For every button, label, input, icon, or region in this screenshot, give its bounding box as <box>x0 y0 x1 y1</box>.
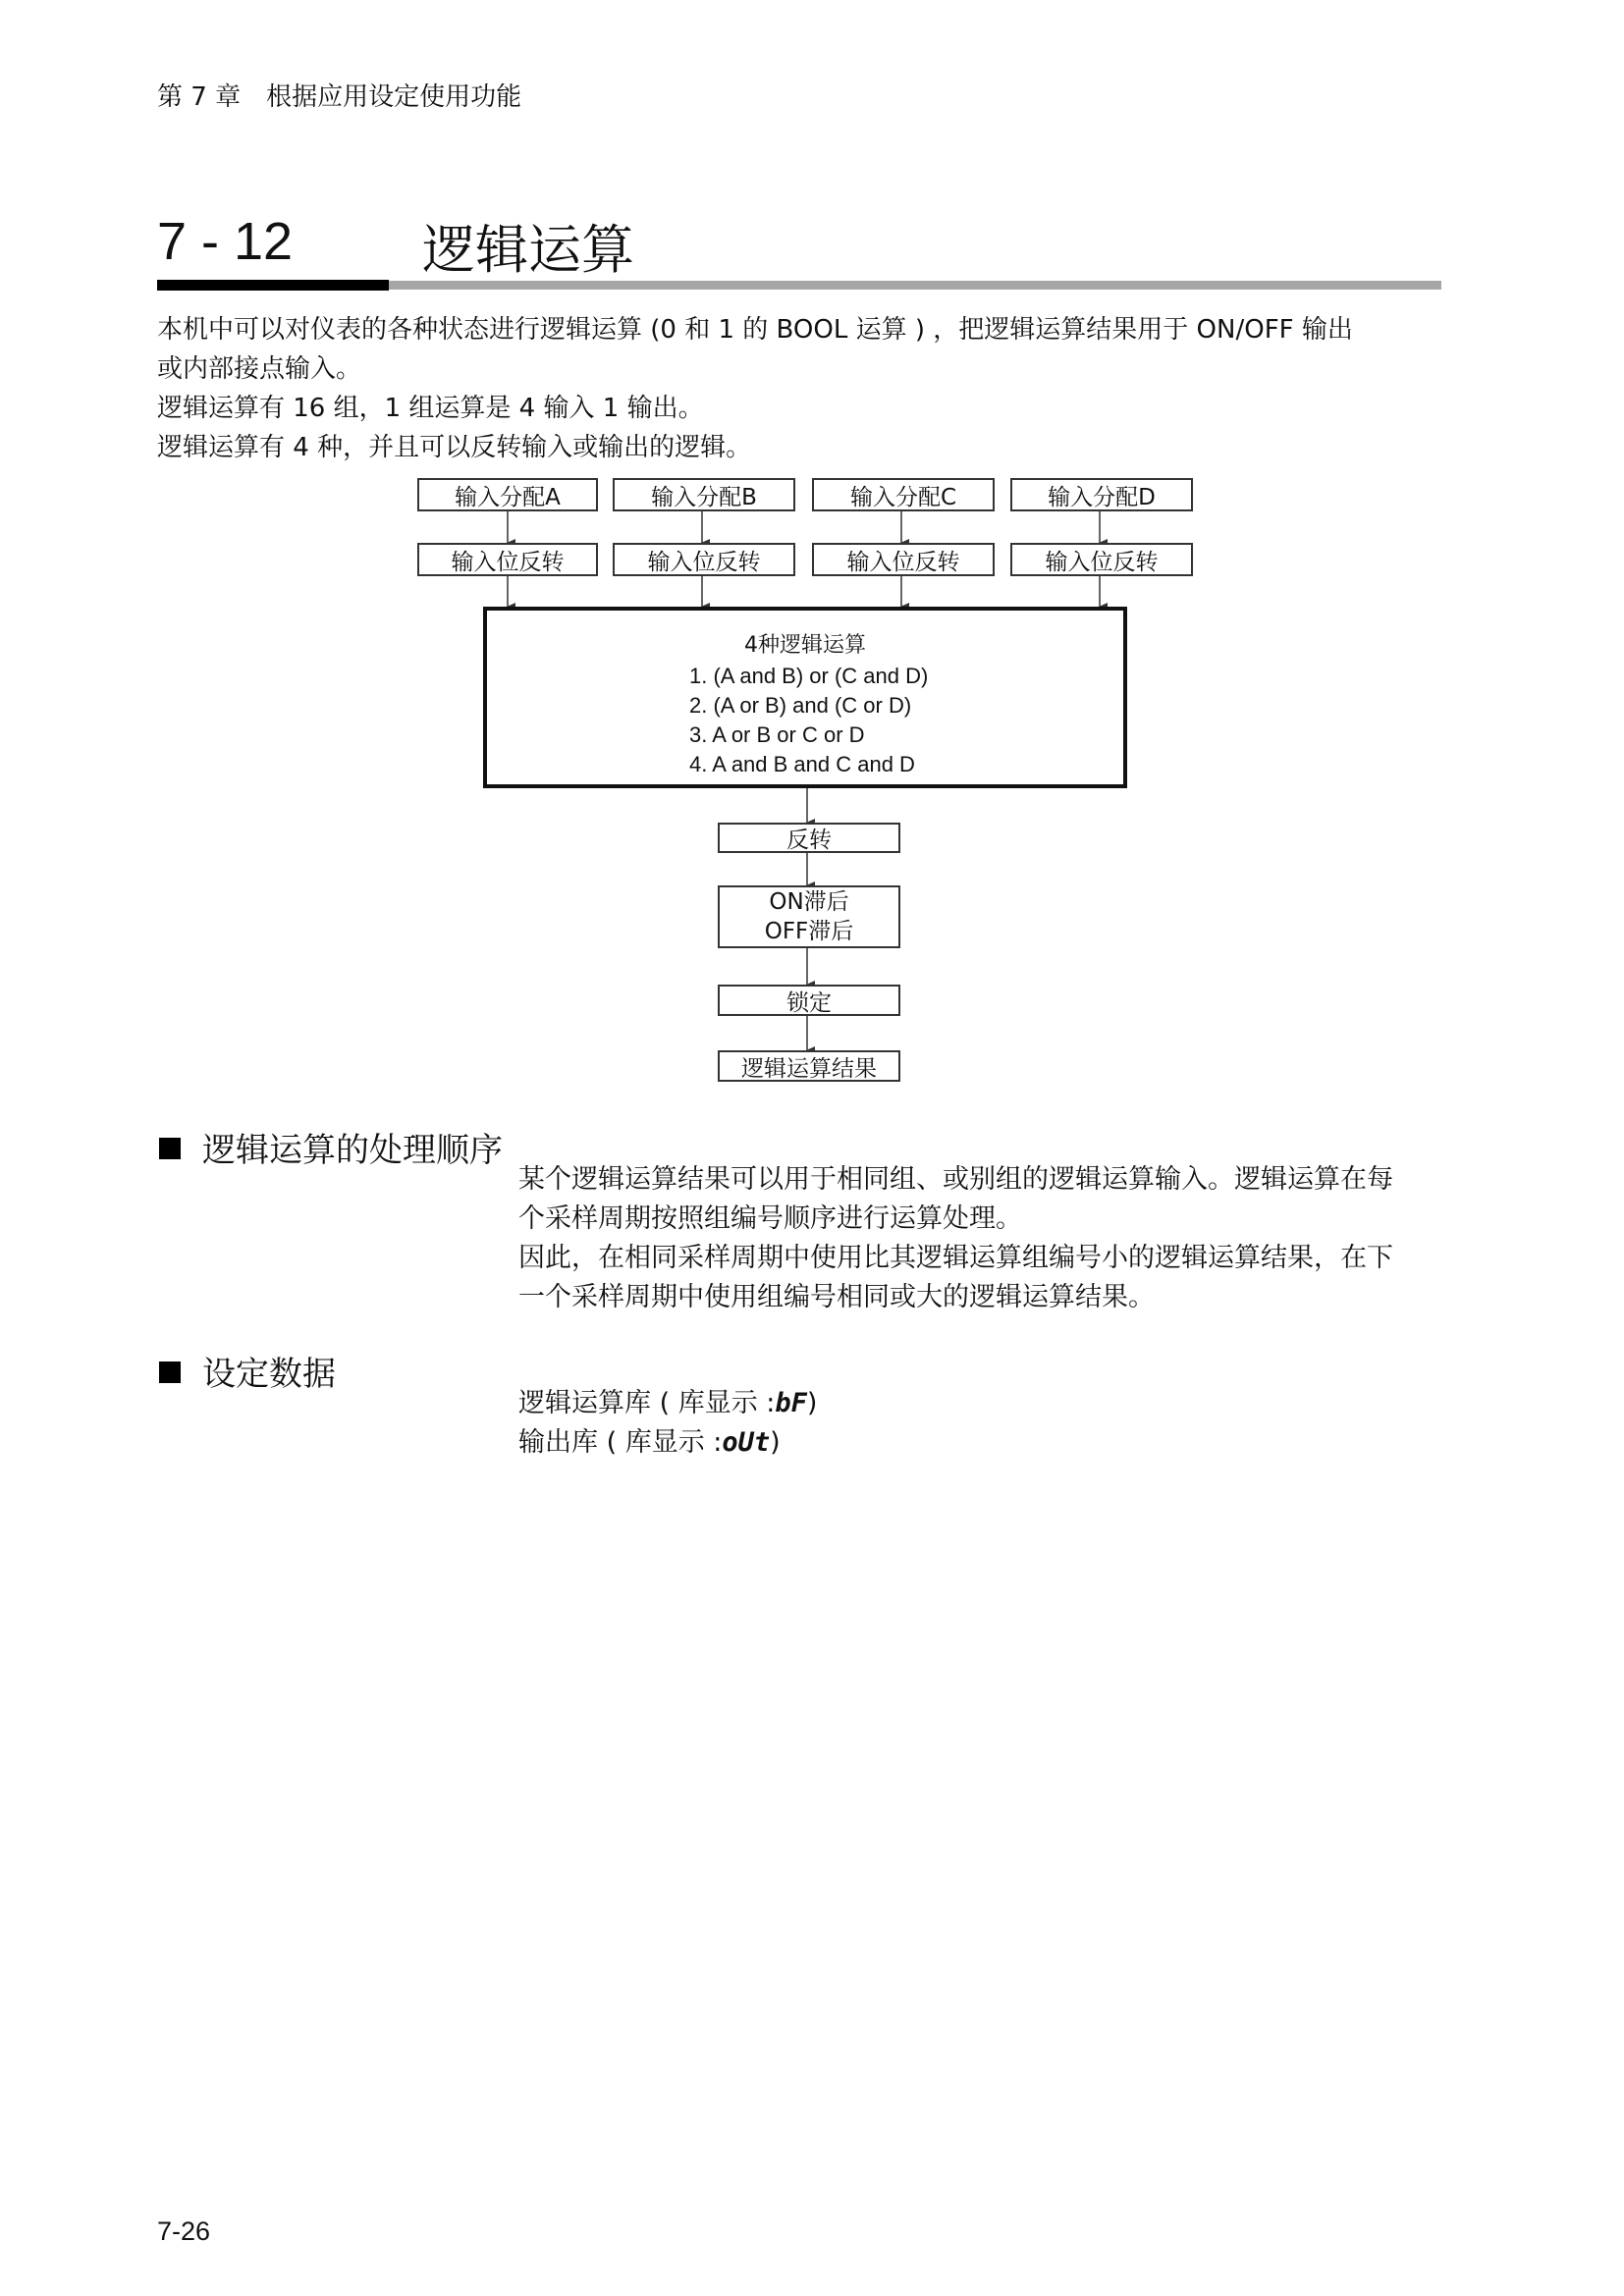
logic-bank-code: bF <box>775 1388 807 1418</box>
intro-line: 逻辑运算有 16 组，1 组运算是 4 输入 1 输出。 <box>157 394 704 423</box>
close-paren: ) <box>770 1427 781 1458</box>
close-paren: ) <box>806 1388 818 1418</box>
settings-heading <box>159 1347 336 1395</box>
order-heading-text: 逻辑运算的处理顺序 <box>202 1131 503 1170</box>
title-rule-gray <box>389 281 1441 290</box>
settings-paragraph <box>518 1384 1451 1463</box>
input-assign-d: 输入分配D <box>1010 478 1193 511</box>
output-bank-code: oUt <box>722 1427 771 1458</box>
title-rule-black <box>157 280 389 291</box>
input-bit-invert-c: 输入位反转 <box>812 543 995 576</box>
input-bit-invert-b: 输入位反转 <box>613 543 795 576</box>
input-bit-invert-a: 输入位反转 <box>417 543 598 576</box>
delay-box <box>718 885 900 948</box>
bullet-square-icon <box>159 1138 181 1159</box>
section-number: 7 - 12 <box>157 212 294 271</box>
page-number: 7-26 <box>157 2216 211 2246</box>
bullet-square-icon <box>159 1362 181 1383</box>
order-heading <box>159 1123 503 1171</box>
input-bit-invert-d: 输入位反转 <box>1010 543 1193 576</box>
logic-operation: 2. (A or B) and (C or D) <box>689 693 912 718</box>
section-title: 逻辑运算 <box>422 219 634 281</box>
intro-line: 本机中可以对仪表的各种状态进行逻辑运算 (0 和 1 的 BOOL 运算 ) ，把逻辑运算结果用于 ON/OFF 输出 <box>157 315 1353 345</box>
logic-operation: 1. (A and B) or (C and D) <box>689 664 929 688</box>
input-assign-c: 输入分配C <box>812 478 995 511</box>
logic-operations-list <box>689 662 928 779</box>
input-assign-b: 输入分配B <box>613 478 795 511</box>
output-invert-box: 反转 <box>718 823 900 853</box>
intro-line: 或内部接点输入。 <box>157 354 362 384</box>
intro-text <box>157 310 1453 467</box>
order-line: 一个采样周期中使用组编号相同或大的逻辑运算结果。 <box>518 1282 1155 1312</box>
input-assign-a: 输入分配A <box>417 478 598 511</box>
latch-box: 锁定 <box>718 985 900 1016</box>
on-delay-label: ON滞后 <box>769 889 849 915</box>
off-delay-label: OFF滞后 <box>764 919 854 944</box>
settings-heading-text: 设定数据 <box>202 1355 336 1394</box>
intro-line: 逻辑运算有 4 种，并且可以反转输入或输出的逻辑。 <box>157 433 752 462</box>
logic-operation: 4. A and B and C and D <box>689 752 915 776</box>
logic-operation: 3. A or B or C or D <box>689 722 865 747</box>
logic-result-box: 逻辑运算结果 <box>718 1050 900 1082</box>
output-bank-label: 输出库 ( 库显示 : <box>518 1427 723 1458</box>
order-paragraph <box>518 1160 1451 1317</box>
logic-operations-title: 4种逻辑运算 <box>744 633 866 658</box>
order-line: 个采样周期按照组编号顺序进行运算处理。 <box>518 1203 1022 1234</box>
output-bank-line <box>518 1423 1451 1463</box>
logic-operations-box <box>483 607 1127 788</box>
chapter-header: 第 7 章 根据应用设定使用功能 <box>157 82 522 112</box>
order-line: 因此，在相同采样周期中使用比其逻辑运算组编号小的逻辑运算结果，在下 <box>518 1243 1393 1273</box>
logic-bank-line <box>518 1384 1451 1423</box>
order-line: 某个逻辑运算结果可以用于相同组、或别组的逻辑运算输入。逻辑运算在每 <box>518 1164 1393 1195</box>
logic-bank-label: 逻辑运算库 ( 库显示 : <box>518 1388 776 1418</box>
